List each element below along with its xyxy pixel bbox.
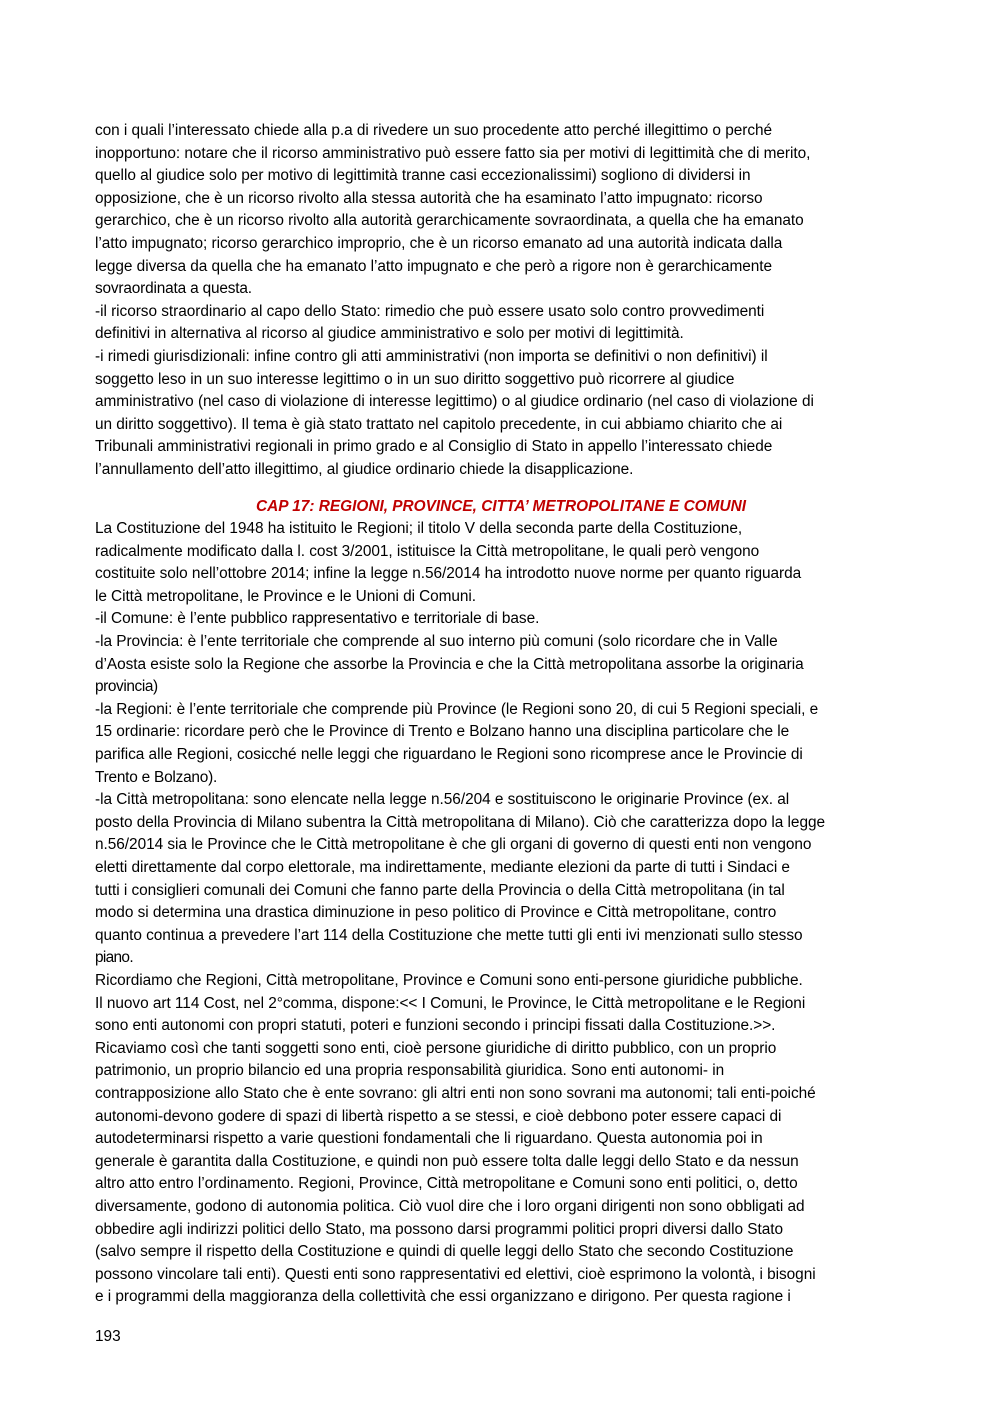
document-page bbox=[95, 120, 907, 1309]
text-line: possono vincolare tali enti). Questi enti sono rappresentativi ed elettivi, cioè esprimono la volontà, i bisogni bbox=[95, 1265, 816, 1283]
text-line: posto della Provincia di Milano subentra la Città metropolitana di Milano). Ciò che caratterizza dopo la legge bbox=[95, 813, 826, 831]
text-line: -la Provincia: è l’ente territoriale che comprende al suo interno più comuni (solo ricordare che in Valle bbox=[95, 633, 778, 651]
text-line: patrimonio, un proprio bilancio ed una propria responsabilità giuridica. Sono enti autonomi- in bbox=[95, 1062, 725, 1080]
text-line: l’atto impugnato; ricorso gerarchico improprio, che è un ricorso emanato ad una autorità indicata dalla bbox=[95, 234, 783, 252]
text-line: -la Regioni: è l’ente territoriale che comprende più Province (le Regioni sono 20, di cui 5 Regioni speciali, e bbox=[95, 700, 819, 718]
text-line: amministrativo (nel caso di violazione di interesse legittimo) o al giudice ordinario (nel caso di violazione di bbox=[95, 393, 814, 411]
chapter-body bbox=[95, 518, 907, 1309]
text-line: modo si determina una drastica diminuzione in peso politico di Province e Città metropolitane, contro bbox=[95, 904, 777, 922]
text-line: con i quali l’interessato chiede alla p.a di rivedere un suo procedente atto perché illegittimo o perché bbox=[95, 122, 773, 139]
text-line: gerarchico, che è un ricorso rivolto alla autorità gerarchicamente sovraordinata, a quella che ha emanato bbox=[95, 212, 804, 230]
page-number: 193 bbox=[95, 1328, 121, 1345]
text-line: -il Comune: è l’ente pubblico rappresentativo e territoriale di base. bbox=[95, 610, 540, 628]
text-line: Ricaviamo così che tanti soggetti sono enti, cioè persone giuridiche di diritto pubblico, con un proprio bbox=[95, 1039, 777, 1057]
chapter-heading: CAP 17: REGIONI, PROVINCE, CITTA’ METROPOLITANE E COMUNI bbox=[256, 497, 746, 515]
intro-paragraph bbox=[95, 120, 907, 482]
text-line: -il ricorso straordinario al capo dello Stato: rimedio che può essere usato solo contro provvedimenti bbox=[95, 302, 765, 320]
text-line: sono enti autonomi con propri statuti, poteri e funzioni secondo i principi fissati dalla Costituzione.>>. bbox=[95, 1017, 776, 1035]
text-line: autodeterminarsi rispetto a varie questioni fondamentali che li riguardano. Questa autonomia poi in bbox=[95, 1130, 763, 1148]
text-line: costituite solo nell’ottobre 2014; infine la legge n.56/2014 ha introdotto nuove norme per quanto riguarda bbox=[95, 565, 802, 583]
text-line: Il nuovo art 114 Cost, nel 2°comma, dispone:<< I Comuni, le Province, le Città metropolitane e le Regioni bbox=[95, 994, 806, 1012]
text-line: e i programmi della maggioranza della collettività che essi organizzano e dirigono. Per questa ragione i bbox=[95, 1288, 791, 1306]
text-line: autonomi-devono godere di spazi di libertà rispetto a se stessi, e cioè debbono poter essere capaci di bbox=[95, 1107, 782, 1125]
text-line: definitivi in alternativa al ricorso al giudice amministrativo e solo per motivi di legittimità. bbox=[95, 325, 684, 343]
text-line: soggetto leso in un suo interesse legittimo o in un suo diritto soggettivo può ricorrere al giudice bbox=[95, 370, 735, 388]
text-line: radicalmente modificato dalla l. cost 3/2001, istituisce la Città metropolitane, le quali però vengono bbox=[95, 542, 760, 560]
text-line: le Città metropolitane, le Province e le Unioni di Comuni. bbox=[95, 587, 476, 605]
text-line: diversamente, godono di autonomia politica. Ciò vuol dire che i loro organi dirigenti non sono obbligati ad bbox=[95, 1197, 805, 1215]
text-line: eletti direttamente dal corpo elettorale, ma indirettamente, mediante elezioni da parte di tutti i Sindaci e bbox=[95, 859, 790, 876]
text-line: -i rimedi giurisdizionali: infine contro gli atti amministrativi (non importa se definitivi o non definitivi) il bbox=[95, 347, 768, 365]
text-line: tutti i consiglieri comunali dei Comuni che fanno parte della Provincia o della Città metropolitana (in tal bbox=[95, 881, 785, 899]
text-line: generale è garantita dalla Costituzione, e quindi non può essere tolta dalle leggi dello Stato e da nessun bbox=[95, 1152, 799, 1170]
text-line: parifica alle Regioni, cosicché nelle leggi che riguardano le Regioni sono ricomprese ance le Provincie di bbox=[95, 746, 803, 764]
text-line: -la Città metropolitana: sono elencate nella legge n.56/204 e sostituiscono le originarie Province (ex. al bbox=[95, 791, 790, 809]
text-line: obbedire agli indirizzi politici dello Stato, ma possono darsi programmi politici propri diversi dallo Stato bbox=[95, 1220, 784, 1238]
text-line: un diritto soggettivo). Il tema è già stato trattato nel capitolo precedente, in cui abbiamo chiarito che ai bbox=[95, 415, 783, 433]
text-line: Trento e Bolzano). bbox=[95, 768, 218, 786]
text-line: inopportuno: notare che il ricorso amministrativo può essere fatto sia per motivi di legittimità che di merito, bbox=[95, 144, 811, 162]
text-line: legge diversa da quella che ha emanato l’atto impugnato e che però a rigore non è gerarchicamente bbox=[95, 257, 773, 275]
text-line: (salvo sempre il rispetto della Costituzione e quindi di quelle leggi dello Stato che secondo Costituzione bbox=[95, 1243, 794, 1261]
text-line: provincia) bbox=[95, 678, 158, 696]
text-line: contrapposizione allo Stato che è ente sovrano: gli altri enti non sono sovrani ma autonomi; tali enti-poiché bbox=[95, 1084, 816, 1102]
text-line: Ricordiamo che Regioni, Città metropolitane, Province e Comuni sono enti-persone giuridiche pubbliche. bbox=[95, 971, 803, 989]
text-line: quanto continua a prevedere l’art 114 della Costituzione che mette tutti gli enti ivi menzionati sullo stesso bbox=[95, 926, 803, 944]
text-line: sovraordinata a questa. bbox=[95, 280, 252, 298]
text-line: d’Aosta esiste solo la Regione che assorbe la Provincia e che la Città metropolitana assorbe la originaria bbox=[95, 655, 804, 673]
section-gap bbox=[95, 482, 907, 496]
text-line: altro atto entro l’ordinamento. Regioni, Province, Città metropolitane e Comuni sono enti politici, o, detto bbox=[95, 1175, 798, 1193]
text-line: piano. bbox=[95, 949, 133, 967]
text-line: Tribunali amministrativi regionali in primo grado e al Consiglio di Stato in appello l’interessato chiede bbox=[95, 438, 773, 456]
text-line: quello al giudice solo per motivo di legittimità tranne casi eccezionalissimi) sogliono di dividersi in bbox=[95, 167, 751, 185]
text-line: 15 ordinarie: ricordare però che le Province di Trento e Bolzano hanno una disciplina particolare che le bbox=[95, 723, 790, 741]
text-line: n.56/2014 sia le Province che le Città metropolitane è che gli organi di governo di questi enti non vengono bbox=[95, 836, 812, 854]
text-line: l’annullamento dell’atto illegittimo, al giudice ordinario chiede la disapplicazione. bbox=[95, 460, 634, 478]
text-line: opposizione, che è un ricorso rivolto alla stessa autorità che ha esaminato l’atto impugnato: ricorso bbox=[95, 189, 763, 207]
text-line: La Costituzione del 1948 ha istituito le Regioni; il titolo V della seconda parte della Costituzione, bbox=[95, 520, 743, 538]
